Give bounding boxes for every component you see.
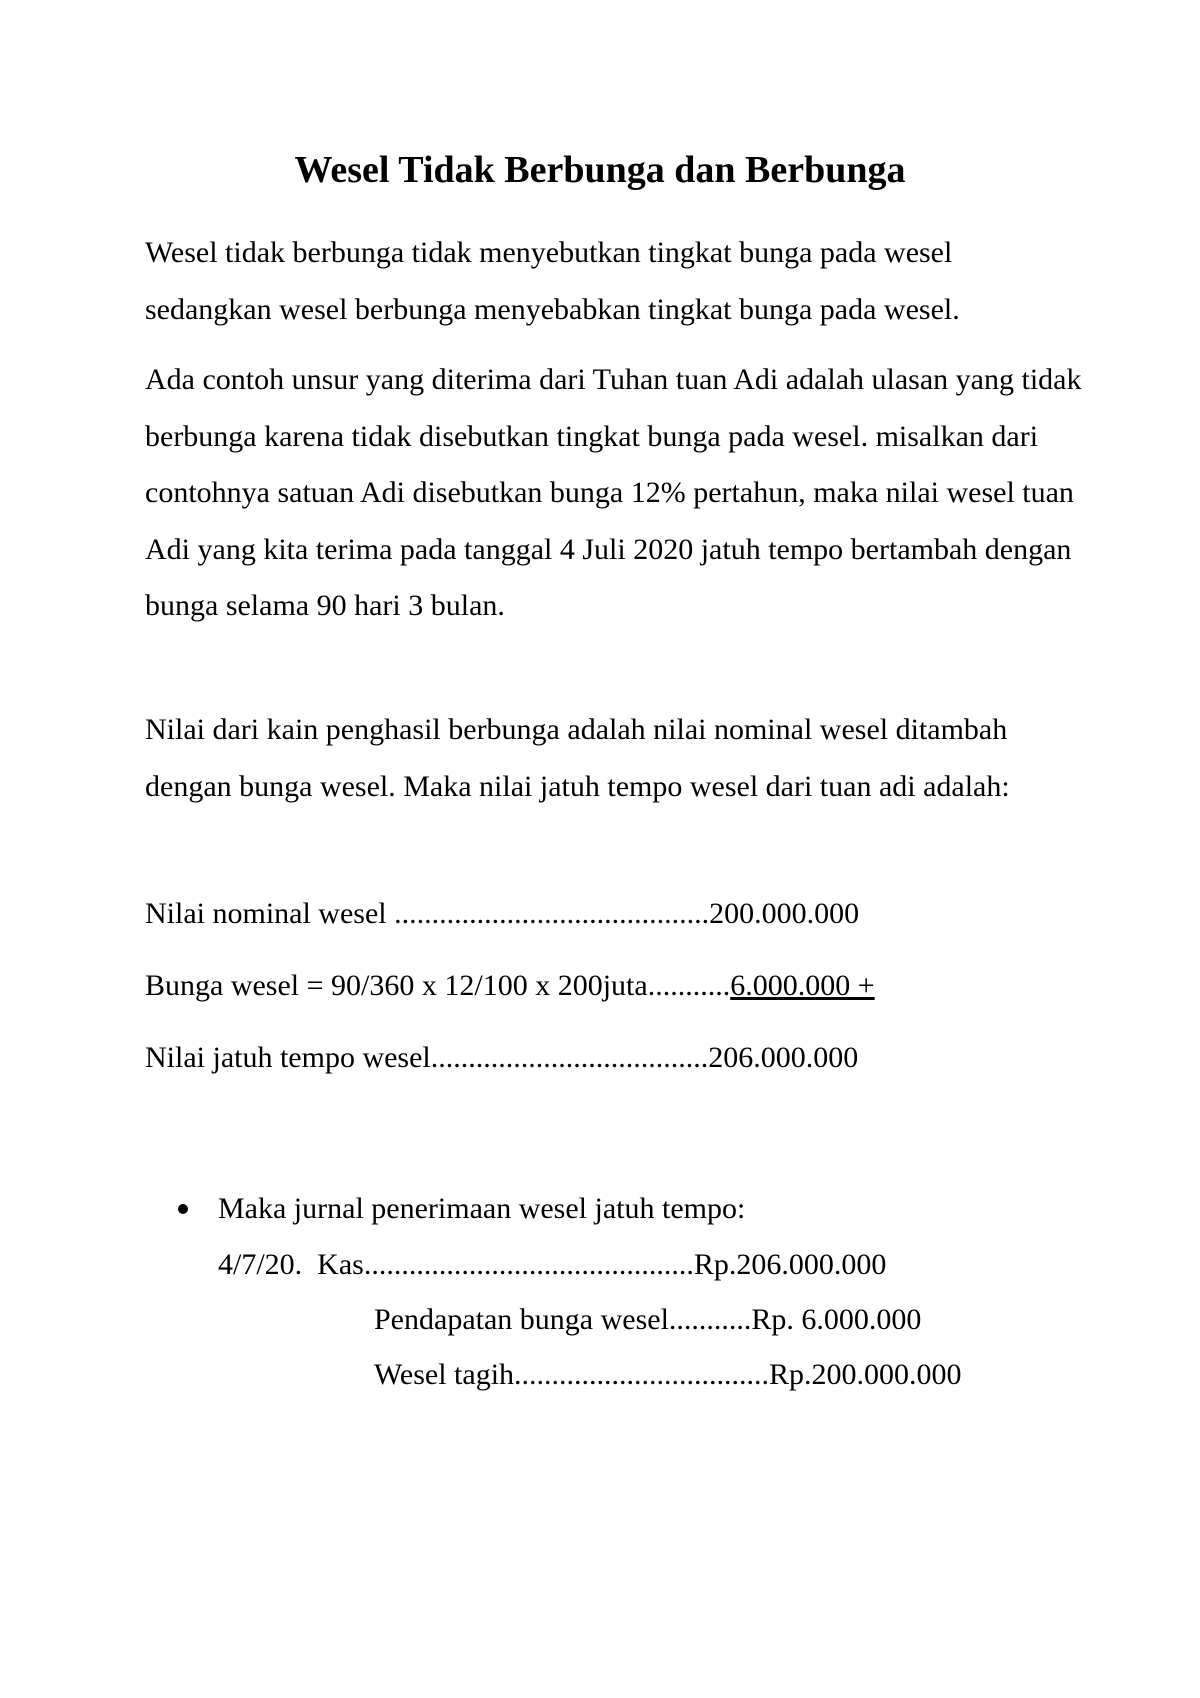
calc-nominal-leader: .......................................... (394, 897, 710, 930)
journal-intro: Maka jurnal penerimaan wesel jatuh tempo: (218, 1192, 746, 1225)
calc-interest-leader: ........... (647, 969, 731, 1002)
calc-nominal-row (145, 894, 859, 934)
journal-entry-amount: Rp. 6.000.000 (751, 1303, 922, 1336)
journal-entry-leader: ........... (668, 1303, 752, 1336)
journal-entry-amount: Rp.200.000.000 (769, 1358, 962, 1391)
journal-entry-leader: ............................................ (363, 1248, 694, 1281)
calc-maturity-label: Nilai jatuh tempo wesel (145, 1041, 431, 1074)
journal-entry-notes-receivable (374, 1355, 962, 1395)
bullet-icon (178, 1204, 188, 1214)
calc-interest-label: Bunga wesel = 90/360 x 12/100 x 200juta (145, 969, 648, 1002)
journal-entry-leader: .................................. (514, 1358, 770, 1391)
paragraph-maturity-value: Nilai dari kain penghasil berbunga adalah nilai nominal wesel ditambah dengan bunga wesel. Maka nilai jatuh tempo wesel dari tuan adi adalah: (145, 713, 1010, 803)
calc-interest-value: 6.000.000 + (730, 969, 875, 1002)
calc-nominal-label: Nilai nominal wesel (145, 897, 395, 930)
journal-entry-amount: Rp.206.000.000 (693, 1248, 887, 1281)
journal-entry-date: 4/7/20. (218, 1248, 303, 1281)
paragraph-example: Ada contoh unsur yang diterima dari Tuhan tuan Adi adalah ulasan yang tidak berbunga karena tidak disebutkan tingkat bunga pada wesel. misalkan dari contohnya satuan Adi disebutkan bunga 12% pertahun, maka nilai wesel tuan Adi yang kita terima pada tanggal 4 Juli 2020 jatuh tempo bertambah dengan bunga selama 90 hari 3 bulan. (145, 363, 1082, 622)
calc-interest-row (145, 966, 875, 1006)
journal-entry-account: Pendapatan bunga wesel (374, 1303, 669, 1336)
calc-maturity-value: 206.000.000 (708, 1041, 859, 1074)
calc-maturity-row (145, 1038, 858, 1078)
calc-nominal-value: 200.000.000 (709, 897, 860, 930)
calc-maturity-leader: ..................................... (430, 1041, 709, 1074)
paragraph-definition: Wesel tidak berbunga tidak menyebutkan tingkat bunga pada wesel sedangkan wesel berbunga menyebabkan tingkat bunga pada wesel. (145, 236, 960, 326)
journal-entry-account: Wesel tagih (374, 1358, 515, 1391)
journal-entry-account: Kas (317, 1248, 364, 1281)
journal-entry-kas (218, 1245, 886, 1285)
document-title: Wesel Tidak Berbunga dan Berbunga (294, 149, 906, 191)
journal-entry-interest-income (374, 1300, 921, 1340)
